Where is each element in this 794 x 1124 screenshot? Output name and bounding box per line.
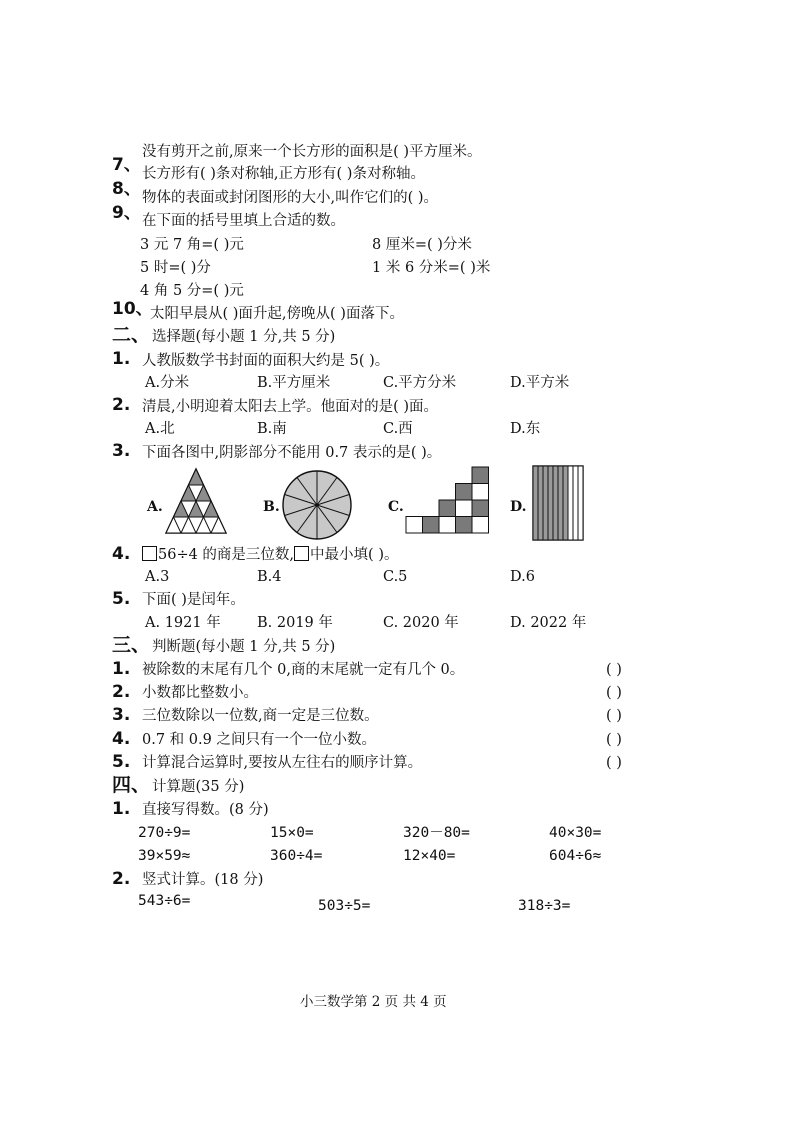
figure-label-b: B. <box>263 499 280 515</box>
judge-1-text: 被除数的末尾有几个 0,商的末尾就一定有几个 0。 <box>142 662 465 678</box>
choice-q1-option-d: D.平方米 <box>510 375 570 391</box>
choice-q4-text-b: 中最小填( )。 <box>310 547 399 563</box>
judge-4-number: 4. <box>112 729 131 749</box>
stripe-cell <box>558 466 563 540</box>
calc-item: 604÷6≈ <box>549 848 602 864</box>
figure-label-a: A. <box>147 499 163 515</box>
question-number-9: 9、 <box>112 203 141 223</box>
stripe-cell <box>553 466 558 540</box>
choice-q5-text: 下面( )是闰年。 <box>142 592 245 608</box>
choice-q2-option-c: C.西 <box>383 421 413 437</box>
stripe-cell <box>568 466 573 540</box>
choice-q1-option-b: B.平方厘米 <box>257 375 331 391</box>
judge-2-number: 2. <box>112 682 131 702</box>
judge-4-text: 0.7 和 0.9 之间只有一个一位小数。 <box>142 732 376 748</box>
fill-line-8: 物体的表面或封闭图形的大小,叫作它们的( )。 <box>142 190 439 206</box>
choice-q1-option-a: A.分米 <box>145 375 190 391</box>
fill-item-9c: 5 时=( )分 <box>140 260 211 276</box>
judge-2-text: 小数都比整数小。 <box>142 685 258 701</box>
choice-q1-text: 人教版数学书封面的面积大约是 5( )。 <box>142 353 390 369</box>
judge-5-answer-paren[interactable]: ( ) <box>606 755 622 771</box>
stair-cell <box>472 467 489 484</box>
choice-q5-option-a: A. 1921 年 <box>145 615 221 631</box>
stair-cell <box>472 500 489 517</box>
stripe-cell <box>548 466 553 540</box>
choice-q5-option-d: D. 2022 年 <box>510 615 587 631</box>
choice-q1-number: 1. <box>112 349 131 369</box>
fill-item-9e: 4 角 5 分=( )元 <box>140 283 244 299</box>
fill-line-9: 在下面的括号里填上合适的数。 <box>142 213 345 229</box>
choice-q4-text <box>142 546 398 564</box>
choice-q4-option-b: B.4 <box>257 569 282 585</box>
question-number-7: 7、 <box>112 155 141 175</box>
choice-q2-option-d: D.东 <box>510 421 541 437</box>
judge-3-number: 3. <box>112 705 131 725</box>
fill-line-7: 长方形有( )条对称轴,正方形有( )条对称轴。 <box>142 166 425 182</box>
stair-cell <box>439 517 456 534</box>
calc-q1-text: 直接写得数。(8 分) <box>142 802 269 818</box>
calc-item: 39×59≈ <box>138 848 191 864</box>
calc-item: 270÷9= <box>138 825 191 841</box>
choice-q2-number: 2. <box>112 395 131 415</box>
judge-5-text: 计算混合运算时,要按从左往右的顺序计算。 <box>142 755 423 771</box>
question-number-8: 8、 <box>112 179 141 199</box>
stair-cell <box>456 500 473 517</box>
pie-circle-figure <box>281 469 353 541</box>
choice-q2-option-a: A.北 <box>145 421 175 437</box>
fill-line-6: 没有剪开之前,原来一个长方形的面积是( )平方厘米。 <box>142 144 482 160</box>
stripe-cell <box>573 466 578 540</box>
calc-item: 360÷4= <box>270 848 323 864</box>
choice-q4-option-a: A.3 <box>145 569 170 585</box>
stripe-cell <box>563 466 568 540</box>
judge-3-answer-paren[interactable]: ( ) <box>606 708 622 724</box>
choice-q3-text: 下面各图中,阴影部分不能用 0.7 表示的是( )。 <box>142 445 442 461</box>
fill-item-9b: 8 厘米=( )分米 <box>372 237 472 253</box>
section-heading-calc <box>112 776 244 796</box>
judge-1-answer-paren[interactable]: ( ) <box>606 662 622 678</box>
stripe-cell <box>578 466 583 540</box>
section-heading-judge <box>112 636 335 656</box>
fill-item-9d: 1 米 6 分米=( )米 <box>372 260 491 276</box>
section-heading-choice <box>112 326 335 346</box>
stair-cell <box>439 500 456 517</box>
stripe-cell <box>543 466 548 540</box>
staircase-figure <box>405 466 491 538</box>
calc-q1-number: 1. <box>112 799 131 819</box>
figure-label-c: C. <box>388 499 404 515</box>
choice-q2-text: 清晨,小明迎着太阳去上学。他面对的是( )面。 <box>142 399 439 415</box>
choice-q4-option-c: C.5 <box>383 569 408 585</box>
calc-q2-number: 2. <box>112 869 131 889</box>
calc-item: 15×0= <box>270 825 314 841</box>
section-number: 三、 <box>112 634 151 656</box>
choice-q4-number: 4. <box>112 544 131 564</box>
judge-1-number: 1. <box>112 659 131 679</box>
choice-q2-option-b: B.南 <box>257 421 287 437</box>
blank-box-icon <box>142 546 157 561</box>
choice-q5-number: 5. <box>112 589 131 609</box>
calc-q2-text: 竖式计算。(18 分) <box>142 872 264 888</box>
calc-item: 320－80= <box>403 825 470 841</box>
vertical-calc-item: 543÷6= <box>138 893 191 909</box>
choice-q5-option-b: B. 2019 年 <box>257 615 333 631</box>
choice-q3-number: 3. <box>112 441 131 461</box>
fill-item-9a: 3 元 7 角=( )元 <box>140 237 244 253</box>
section-title: 选择题(每小题 1 分,共 5 分) <box>152 329 336 345</box>
blank-box-icon <box>294 546 309 561</box>
calc-item: 12×40= <box>403 848 456 864</box>
figure-label-d: D. <box>510 499 527 515</box>
stair-cell <box>472 484 489 501</box>
section-title: 判断题(每小题 1 分,共 5 分) <box>152 639 336 655</box>
calc-item: 40×30= <box>549 825 602 841</box>
vertical-calc-item: 318÷3= <box>518 898 571 914</box>
stripe-cell <box>538 466 543 540</box>
choice-q4-text-a: 56÷4 的商是三位数, <box>158 547 295 563</box>
stripe-cell <box>533 466 538 540</box>
page-footer: 小三数学第 2 页 共 4 页 <box>300 994 447 1010</box>
judge-5-number: 5. <box>112 752 131 772</box>
stair-cell <box>456 517 473 534</box>
stair-cell <box>406 517 423 534</box>
judge-4-answer-paren[interactable]: ( ) <box>606 732 622 748</box>
stair-cell <box>472 517 489 534</box>
question-number-10: 10、 <box>112 299 153 319</box>
choice-q1-option-c: C.平方分米 <box>383 375 457 391</box>
triangle-figure <box>165 467 227 535</box>
choice-q4-option-d: D.6 <box>510 569 535 585</box>
stair-cell <box>456 484 473 501</box>
section-number: 二、 <box>112 324 151 346</box>
fill-line-10: 太阳早晨从( )面升起,傍晚从( )面落下。 <box>150 306 404 322</box>
judge-2-answer-paren[interactable]: ( ) <box>606 685 622 701</box>
striped-rectangle-figure <box>532 465 584 541</box>
section-number: 四、 <box>112 774 151 796</box>
choice-q5-option-c: C. 2020 年 <box>383 615 459 631</box>
vertical-calc-item: 503÷5= <box>318 898 371 914</box>
section-title: 计算题(35 分) <box>152 779 245 795</box>
stair-cell <box>423 517 440 534</box>
judge-3-text: 三位数除以一位数,商一定是三位数。 <box>142 708 379 724</box>
